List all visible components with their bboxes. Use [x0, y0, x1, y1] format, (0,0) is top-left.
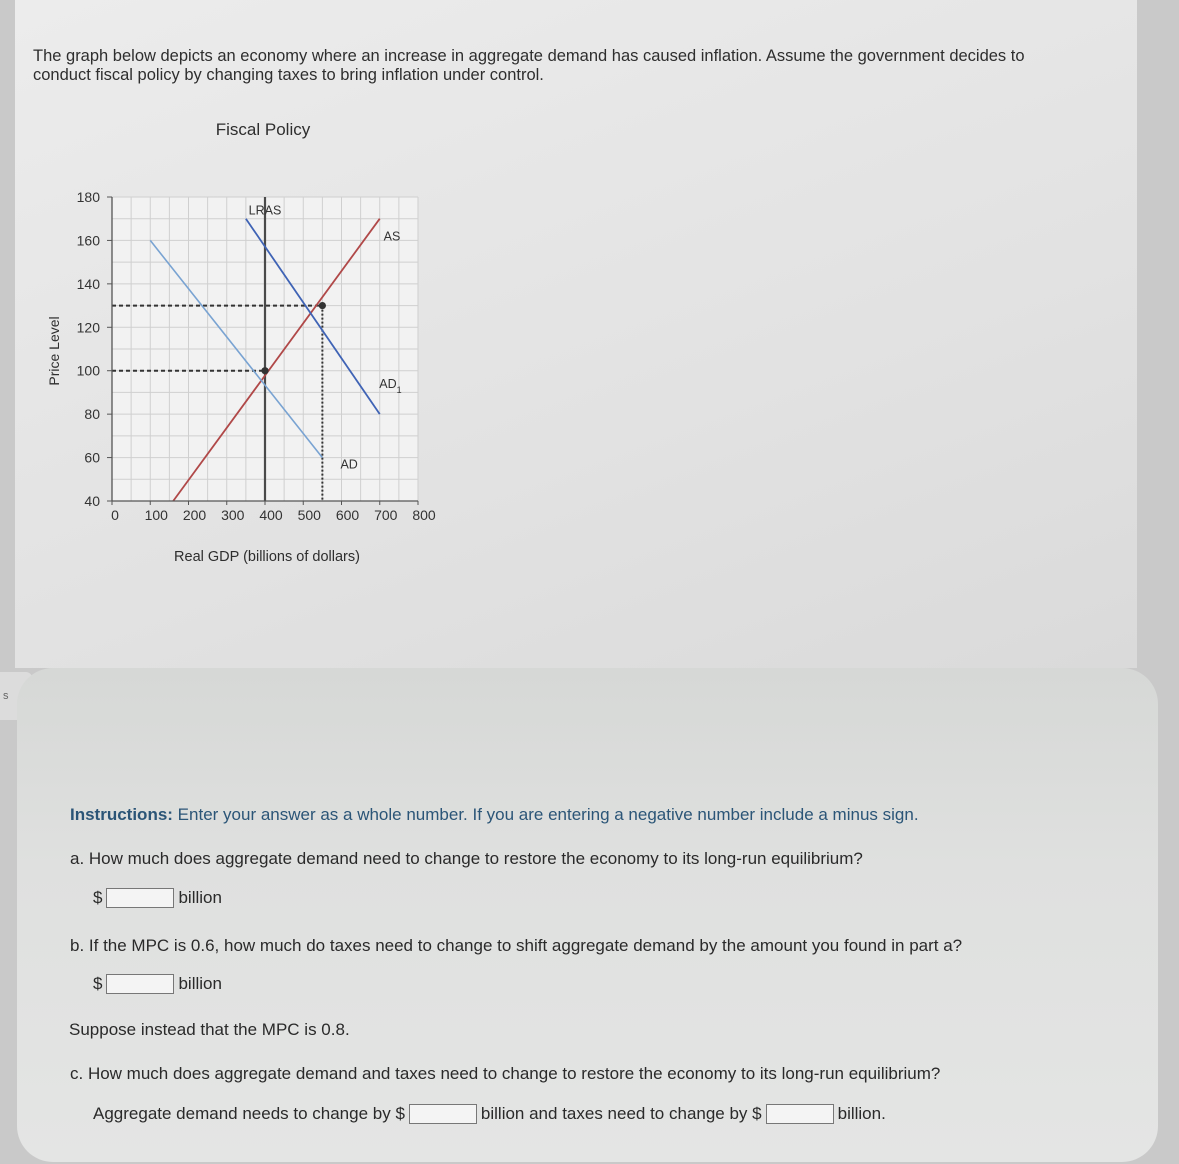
y-tick-label: 60: [84, 449, 100, 466]
answer-c-row: [93, 1104, 886, 1124]
x-tick-label: 100: [144, 507, 168, 523]
answer-b-input[interactable]: [106, 974, 174, 994]
y-tick-label: 80: [84, 406, 100, 423]
currency-sign: $: [93, 888, 103, 907]
series-label-as: AS: [383, 229, 401, 244]
instructions-text: Enter your answer as a whole number. If you are entering a negative number include a minus sign.: [172, 805, 919, 824]
answer-c-suffix: billion.: [837, 1104, 886, 1123]
question-b-text: b. If the MPC is 0.6, how much do taxes need to change to shift aggregate demand by the amount you found in part a?: [70, 936, 963, 955]
instructions-label: Instructions:: [70, 805, 173, 824]
x-tick-label: 600: [335, 507, 360, 523]
x-tick-label: 200: [182, 507, 207, 523]
question-a-text: a. How much does aggregate demand need to change to restore the economy to its long-run equilibrium?: [70, 849, 863, 868]
x-tick-label: 700: [374, 507, 398, 523]
x-tick-label: 300: [221, 507, 245, 523]
y-tick-label: 100: [76, 362, 100, 379]
instructions: [70, 805, 919, 825]
chart-title: Fiscal Policy: [215, 120, 311, 139]
answer-c-ad-input[interactable]: [409, 1104, 477, 1124]
answer-a-input[interactable]: [106, 888, 174, 908]
answer-panel: [17, 668, 1158, 1162]
answer-c-prefix: Aggregate demand needs to change by $: [93, 1104, 405, 1123]
x-tick-label: 800: [412, 507, 436, 523]
series-label-lras: LRAS: [248, 203, 282, 218]
answer-b-row: [93, 974, 222, 994]
y-tick-label: 140: [76, 275, 100, 292]
answer-a-row: [93, 888, 222, 908]
intro-text: The graph below depicts an economy where an increase in aggregate demand has caused inflation. Assume the government decides to conduct fiscal policy by changing taxes to bring inflation under control.: [33, 47, 1025, 84]
unit-label: billion: [178, 974, 222, 993]
y-tick-label: 160: [76, 232, 100, 249]
series-label-ad: AD: [340, 457, 358, 472]
y-tick-label: 180: [76, 189, 100, 205]
series-label-ad1: $AD_1$: [379, 377, 402, 396]
equilibrium-point-inflation: [319, 302, 326, 309]
question-c-text: c. How much does aggregate demand and taxes need to change to restore the economy to its long-run equilibrium?: [70, 1064, 941, 1083]
series-label-subscript: 1: [396, 385, 402, 396]
x-tick-label: 0: [111, 507, 119, 523]
x-axis-label: Real GDP (billions of dollars): [174, 549, 360, 565]
y-tick-label: 120: [76, 319, 100, 336]
side-marker: s: [0, 672, 32, 720]
y-tick-label: 40: [84, 493, 100, 509]
x-tick-label: 500: [297, 507, 321, 523]
suppose-text: Suppose instead that the MPC is 0.8.: [69, 1020, 350, 1039]
equilibrium-point-initial: [261, 367, 268, 374]
answer-c-tax-input[interactable]: [766, 1104, 834, 1124]
currency-sign: $: [93, 974, 103, 993]
x-tick-label: 400: [259, 507, 283, 523]
answer-c-middle: billion and taxes need to change by $: [480, 1104, 762, 1123]
y-axis-label: Price Level: [46, 316, 62, 386]
unit-label: billion: [178, 888, 222, 907]
